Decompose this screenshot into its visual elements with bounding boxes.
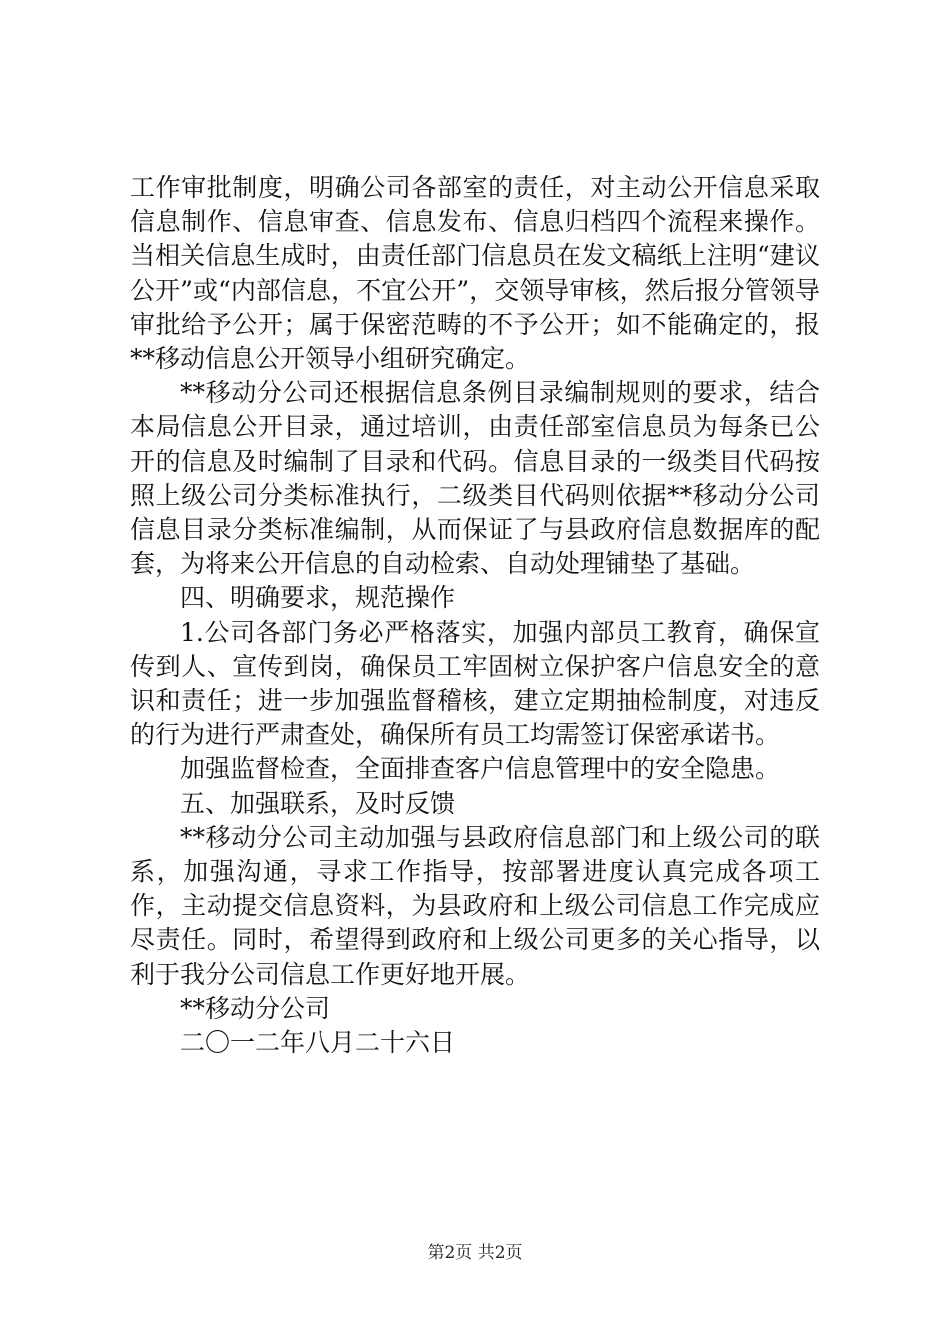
section-heading-requirements: 四、明确要求，规范操作 xyxy=(180,583,456,613)
paragraph-approval-process: 工作审批制度，明确公司各部室的责任，对主动公开信息采取信息制作、信息审查、信息发布、信息归档四个流程来操作。当相关信息生成时，由责任部门信息员在发文稿纸上注明“建议公开”或“内部信息，不宜公开”，交领导审核，然后报分管领导审批给予公开；属于保密范畴的不予公开；如不能确定的，报**移动信息公开领导小组研究确定。 xyxy=(130,173,820,374)
paragraph-catalog-coding: **移动分公司还根据信息条例目录编制规则的要求，结合本局信息公开目录，通过培训，由责任部室信息员为每条已公开的信息及时编制了目录和代码。信息目录的一级类目代码按照上级公司分类标准执行，二级类目代码则依据**移动分公司信息目录分类标准编制，从而保证了与县政府信息数据库的配套，为将来公开信息的自动检索、自动处理铺垫了基础。 xyxy=(130,378,820,579)
document-body xyxy=(130,171,820,1060)
page-number-footer: 第2页 共2页 xyxy=(427,1243,523,1263)
paragraph-supervision: 加强监督检查，全面排查客户信息管理中的安全隐患。 xyxy=(180,754,781,784)
paragraph-item-1: 1.公司各部门务必严格落实，加强内部员工教育，确保宣传到人、宣传到岗，确保员工牢固树立保护客户信息安全的意识和责任；进一步加强监督稽核，建立定期抽检制度，对违反的行为进行严肃查处，确保所有员工均需签订保密承诺书。 xyxy=(130,617,820,750)
paragraph-liaison: **移动分公司主动加强与县政府信息部门和上级公司的联系，加强沟通，寻求工作指导，按部署进度认真完成各项工作，主动提交信息资料，为县政府和上级公司信息工作完成应尽责任。同时，希望得到政府和上级公司更多的关心指导，以利于我分公司信息工作更好地开展。 xyxy=(130,822,820,989)
section-heading-liaison: 五、加强联系，及时反馈 xyxy=(180,788,456,818)
signature-company: **移动分公司 xyxy=(180,993,331,1023)
signature-date: 二〇一二年八月二十六日 xyxy=(180,1028,456,1058)
